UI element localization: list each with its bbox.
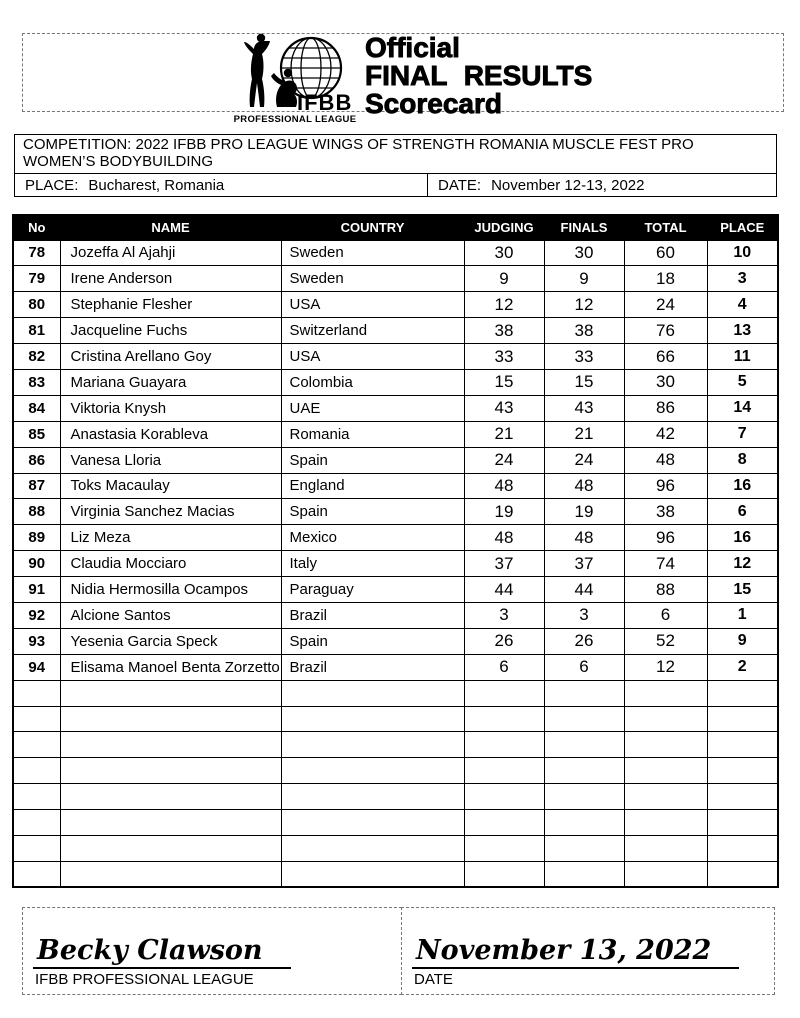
official-signature: Becky Clawson <box>33 936 291 969</box>
empty-cell <box>464 680 544 706</box>
cell-name: Mariana Guayara <box>60 369 281 395</box>
logo-org-text: IFBB <box>297 90 353 115</box>
place-cell <box>15 174 428 196</box>
empty-cell <box>544 706 624 732</box>
empty-cell <box>544 680 624 706</box>
cell-judging: 43 <box>464 395 544 421</box>
cell-place: 10 <box>707 240 778 266</box>
empty-cell <box>624 810 707 836</box>
cell-place: 13 <box>707 318 778 344</box>
cell-no: 92 <box>13 602 60 628</box>
cell-no: 91 <box>13 577 60 603</box>
cell-place: 16 <box>707 525 778 551</box>
official-signature-box <box>22 907 402 995</box>
empty-cell <box>624 835 707 861</box>
date-cell <box>428 174 776 196</box>
cell-country: Romania <box>281 421 464 447</box>
results-table <box>12 214 779 888</box>
cell-no: 89 <box>13 525 60 551</box>
table-row <box>13 447 778 473</box>
empty-cell <box>281 758 464 784</box>
date-signature-box <box>401 907 775 995</box>
cell-no: 90 <box>13 551 60 577</box>
cell-total: 76 <box>624 318 707 344</box>
cell-place: 16 <box>707 473 778 499</box>
cell-judging: 48 <box>464 525 544 551</box>
col-header-finals: FINALS <box>544 215 624 240</box>
cell-country: USA <box>281 292 464 318</box>
empty-cell <box>624 784 707 810</box>
cell-place: 4 <box>707 292 778 318</box>
cell-country: Spain <box>281 447 464 473</box>
cell-no: 85 <box>13 421 60 447</box>
title-line-1: Official <box>365 32 460 63</box>
cell-name: Cristina Arellano Goy <box>60 344 281 370</box>
bodybuilder-figures-icon <box>244 34 297 107</box>
empty-row <box>13 680 778 706</box>
logo-suborg-text: PROFESSIONAL LEAGUE <box>233 114 357 124</box>
table-row <box>13 292 778 318</box>
signature-section <box>22 907 775 995</box>
cell-name: Alcione Santos <box>60 602 281 628</box>
cell-total: 86 <box>624 395 707 421</box>
empty-cell <box>624 732 707 758</box>
results-table-body <box>13 240 778 887</box>
cell-name: Virginia Sanchez Macias <box>60 499 281 525</box>
date-signature: November 13, 2022 <box>412 936 739 969</box>
cell-judging: 15 <box>464 369 544 395</box>
cell-judging: 48 <box>464 473 544 499</box>
cell-name: Viktoria Knysh <box>60 395 281 421</box>
empty-cell <box>624 680 707 706</box>
cell-no: 84 <box>13 395 60 421</box>
ifbb-logo <box>231 28 361 124</box>
cell-finals: 3 <box>544 602 624 628</box>
cell-finals: 12 <box>544 292 624 318</box>
cell-place: 5 <box>707 369 778 395</box>
table-row <box>13 525 778 551</box>
cell-no: 83 <box>13 369 60 395</box>
empty-cell <box>707 758 778 784</box>
cell-total: 74 <box>624 551 707 577</box>
cell-judging: 44 <box>464 577 544 603</box>
empty-cell <box>281 706 464 732</box>
table-row <box>13 473 778 499</box>
cell-place: 14 <box>707 395 778 421</box>
col-header-country: COUNTRY <box>281 215 464 240</box>
place-date-row <box>15 173 776 196</box>
cell-judging: 9 <box>464 266 544 292</box>
cell-name: Stephanie Flesher <box>60 292 281 318</box>
empty-cell <box>544 758 624 784</box>
cell-total: 42 <box>624 421 707 447</box>
cell-name: Toks Macaulay <box>60 473 281 499</box>
cell-place: 7 <box>707 421 778 447</box>
cell-total: 12 <box>624 654 707 680</box>
col-header-place: PLACE <box>707 215 778 240</box>
cell-no: 81 <box>13 318 60 344</box>
cell-finals: 19 <box>544 499 624 525</box>
empty-cell <box>60 835 281 861</box>
header <box>22 32 784 124</box>
competition-row <box>15 135 776 173</box>
cell-no: 79 <box>13 266 60 292</box>
table-row <box>13 602 778 628</box>
cell-judging: 24 <box>464 447 544 473</box>
empty-cell <box>13 835 60 861</box>
cell-name: Anastasia Korableva <box>60 421 281 447</box>
title-line-3: Scorecard <box>365 88 502 119</box>
empty-cell <box>544 784 624 810</box>
empty-cell <box>464 706 544 732</box>
empty-cell <box>464 758 544 784</box>
empty-cell <box>13 861 60 887</box>
cell-country: England <box>281 473 464 499</box>
empty-cell <box>13 706 60 732</box>
cell-total: 18 <box>624 266 707 292</box>
cell-total: 52 <box>624 628 707 654</box>
col-header-judging: JUDGING <box>464 215 544 240</box>
empty-cell <box>60 784 281 810</box>
place-value: Bucharest, Romania <box>88 176 225 194</box>
empty-row <box>13 706 778 732</box>
cell-name: Irene Anderson <box>60 266 281 292</box>
empty-row <box>13 835 778 861</box>
cell-name: Elisama Manoel Benta Zorzetto <box>60 654 281 680</box>
table-row <box>13 240 778 266</box>
cell-country: Italy <box>281 551 464 577</box>
empty-row <box>13 784 778 810</box>
cell-name: Vanesa Lloria <box>60 447 281 473</box>
empty-cell <box>60 706 281 732</box>
header-row <box>13 215 778 240</box>
empty-cell <box>707 810 778 836</box>
cell-place: 3 <box>707 266 778 292</box>
cell-no: 94 <box>13 654 60 680</box>
cell-no: 78 <box>13 240 60 266</box>
cell-finals: 26 <box>544 628 624 654</box>
cell-judging: 21 <box>464 421 544 447</box>
empty-cell <box>281 810 464 836</box>
competition-label: COMPETITION: <box>23 136 132 153</box>
cell-country: USA <box>281 344 464 370</box>
table-row <box>13 654 778 680</box>
empty-cell <box>281 861 464 887</box>
table-row <box>13 421 778 447</box>
cell-finals: 44 <box>544 577 624 603</box>
empty-cell <box>281 784 464 810</box>
cell-total: 88 <box>624 577 707 603</box>
empty-row <box>13 861 778 887</box>
empty-cell <box>707 680 778 706</box>
cell-no: 93 <box>13 628 60 654</box>
table-row <box>13 344 778 370</box>
cell-judging: 12 <box>464 292 544 318</box>
cell-country: Sweden <box>281 240 464 266</box>
cell-total: 96 <box>624 473 707 499</box>
empty-cell <box>464 784 544 810</box>
cell-place: 6 <box>707 499 778 525</box>
empty-cell <box>624 758 707 784</box>
empty-cell <box>13 758 60 784</box>
competition-value: 2022 IFBB PRO LEAGUE WINGS OF STRENGTH ROMANIA MUSCLE FEST PRO WOMEN’S BODYBUILDING <box>23 136 694 170</box>
empty-cell <box>707 706 778 732</box>
cell-judging: 37 <box>464 551 544 577</box>
cell-place: 2 <box>707 654 778 680</box>
cell-country: Mexico <box>281 525 464 551</box>
empty-cell <box>464 810 544 836</box>
table-row <box>13 369 778 395</box>
cell-no: 87 <box>13 473 60 499</box>
cell-finals: 33 <box>544 344 624 370</box>
cell-finals: 21 <box>544 421 624 447</box>
cell-country: Spain <box>281 628 464 654</box>
empty-cell <box>624 706 707 732</box>
cell-total: 38 <box>624 499 707 525</box>
cell-name: Yesenia Garcia Speck <box>60 628 281 654</box>
cell-no: 88 <box>13 499 60 525</box>
cell-finals: 48 <box>544 473 624 499</box>
cell-country: UAE <box>281 395 464 421</box>
cell-total: 60 <box>624 240 707 266</box>
cell-place: 9 <box>707 628 778 654</box>
cell-total: 24 <box>624 292 707 318</box>
cell-place: 11 <box>707 344 778 370</box>
empty-cell <box>60 758 281 784</box>
empty-cell <box>707 784 778 810</box>
cell-total: 66 <box>624 344 707 370</box>
cell-finals: 37 <box>544 551 624 577</box>
empty-cell <box>544 861 624 887</box>
cell-name: Jozeffa Al Ajahji <box>60 240 281 266</box>
cell-finals: 43 <box>544 395 624 421</box>
col-header-no: No <box>13 215 60 240</box>
table-row <box>13 499 778 525</box>
table-row <box>13 266 778 292</box>
empty-cell <box>707 835 778 861</box>
empty-cell <box>60 680 281 706</box>
cell-name: Liz Meza <box>60 525 281 551</box>
cell-total: 6 <box>624 602 707 628</box>
results-table-head <box>13 215 778 240</box>
cell-place: 15 <box>707 577 778 603</box>
empty-cell <box>464 732 544 758</box>
cell-finals: 15 <box>544 369 624 395</box>
cell-judging: 3 <box>464 602 544 628</box>
cell-no: 82 <box>13 344 60 370</box>
empty-cell <box>13 784 60 810</box>
empty-cell <box>60 732 281 758</box>
date-signature-caption: DATE <box>414 971 453 988</box>
title-line-2: FINAL RESULTS <box>365 60 593 91</box>
cell-country: Switzerland <box>281 318 464 344</box>
cell-country: Paraguay <box>281 577 464 603</box>
cell-place: 1 <box>707 602 778 628</box>
cell-place: 8 <box>707 447 778 473</box>
empty-cell <box>13 680 60 706</box>
cell-country: Sweden <box>281 266 464 292</box>
competition-text <box>23 137 723 170</box>
empty-row <box>13 732 778 758</box>
empty-cell <box>707 861 778 887</box>
empty-cell <box>60 810 281 836</box>
cell-finals: 9 <box>544 266 624 292</box>
cell-finals: 24 <box>544 447 624 473</box>
cell-country: Spain <box>281 499 464 525</box>
table-row <box>13 395 778 421</box>
empty-cell <box>464 861 544 887</box>
col-header-name: NAME <box>60 215 281 240</box>
date-value: November 12-13, 2022 <box>491 176 645 194</box>
cell-place: 12 <box>707 551 778 577</box>
cell-country: Brazil <box>281 602 464 628</box>
empty-cell <box>464 835 544 861</box>
cell-country: Brazil <box>281 654 464 680</box>
cell-total: 48 <box>624 447 707 473</box>
empty-row <box>13 758 778 784</box>
cell-finals: 6 <box>544 654 624 680</box>
table-row <box>13 577 778 603</box>
empty-cell <box>624 861 707 887</box>
cell-no: 80 <box>13 292 60 318</box>
cell-no: 86 <box>13 447 60 473</box>
empty-cell <box>60 861 281 887</box>
document-title <box>365 34 592 118</box>
cell-finals: 48 <box>544 525 624 551</box>
empty-row <box>13 810 778 836</box>
table-row <box>13 551 778 577</box>
cell-name: Claudia Mocciaro <box>60 551 281 577</box>
empty-cell <box>13 810 60 836</box>
date-label: DATE: <box>438 176 482 194</box>
place-label: PLACE: <box>25 176 79 194</box>
empty-cell <box>544 810 624 836</box>
cell-total: 96 <box>624 525 707 551</box>
cell-judging: 30 <box>464 240 544 266</box>
cell-name: Jacqueline Fuchs <box>60 318 281 344</box>
empty-cell <box>13 732 60 758</box>
empty-cell <box>544 835 624 861</box>
cell-finals: 30 <box>544 240 624 266</box>
cell-total: 30 <box>624 369 707 395</box>
competition-info-box <box>14 134 777 197</box>
cell-finals: 38 <box>544 318 624 344</box>
col-header-total: TOTAL <box>624 215 707 240</box>
empty-cell <box>281 680 464 706</box>
empty-cell <box>544 732 624 758</box>
empty-cell <box>707 732 778 758</box>
empty-cell <box>281 732 464 758</box>
cell-judging: 38 <box>464 318 544 344</box>
cell-judging: 19 <box>464 499 544 525</box>
cell-judging: 6 <box>464 654 544 680</box>
empty-cell <box>281 835 464 861</box>
cell-name: Nidia Hermosilla Ocampos <box>60 577 281 603</box>
table-row <box>13 628 778 654</box>
cell-judging: 33 <box>464 344 544 370</box>
table-row <box>13 318 778 344</box>
cell-judging: 26 <box>464 628 544 654</box>
official-signature-caption: IFBB PROFESSIONAL LEAGUE <box>35 971 254 988</box>
cell-country: Colombia <box>281 369 464 395</box>
